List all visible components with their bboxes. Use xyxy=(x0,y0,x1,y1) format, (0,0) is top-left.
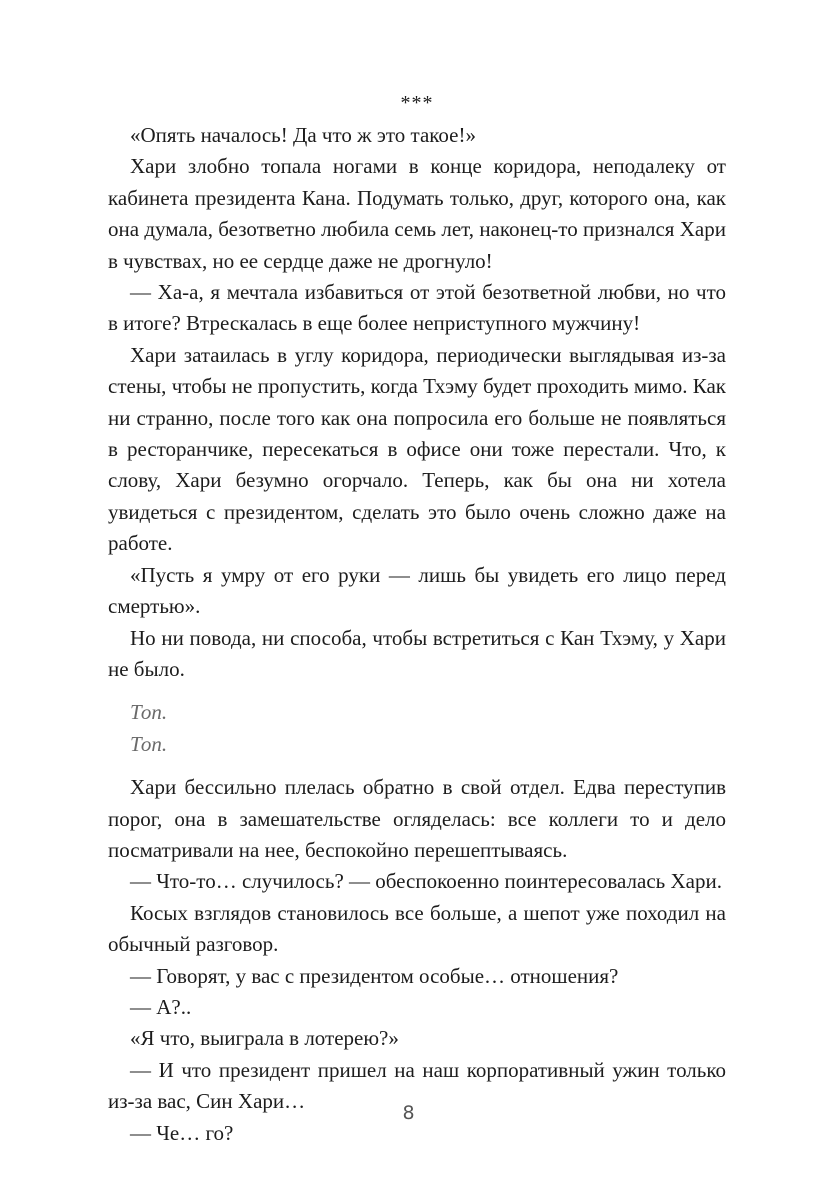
paragraph: «Пусть я умру от его руки — лишь бы увидеть его лицо перед смертью». xyxy=(108,562,726,619)
paragraph: Хари злобно топала ногами в конце коридора, неподалеку от кабинета президента Кана. Подумать только, друг, которого она, как она думала, безответно любила семь лет, наконец-то признался Хари в чувствах, но ее сердце даже не дрогнуло! xyxy=(108,154,726,273)
paragraph: — А?.. xyxy=(130,994,192,1019)
page-number: 8 xyxy=(402,1102,415,1124)
sound-effect-line: Топ. xyxy=(130,700,168,725)
paragraph: — Что-то… случилось? — обеспокоенно поинтересовалась Хари. xyxy=(130,869,722,894)
paragraph: — Че… го? xyxy=(130,1120,234,1145)
paragraph: — Говорят, у вас с президентом особые… отношения? xyxy=(130,963,619,988)
paragraph: Но ни повода, ни способа, чтобы встретиться с Кан Тхэму, у Хари не было. xyxy=(108,625,726,681)
paragraph: — Ха-а, я мечтала избавиться от этой безответной любви, но что в итоге? Втрескалась в еще более неприступного мужчину! xyxy=(108,280,726,336)
paragraph: Хари затаилась в углу коридора, периодически выглядывая из-за стены, чтобы не пропустить, когда Тхэму будет проходить мимо. Как ни странно, после того как она попросила его больше не появляться в ресторанчике, пересекаться в офисе они тоже перестали. Что, к слову, Хари безумно огорчало. Теперь, как бы она ни хотела увидеться с президентом, сделать это было очень сложно даже на работе. xyxy=(108,342,726,556)
paragraph: Косых взглядов становилось все больше, а шепот уже походил на обычный разговор. xyxy=(108,900,726,957)
sound-effect-line: Топ. xyxy=(130,731,168,756)
page-text xyxy=(108,86,726,1149)
scene-separator: *** xyxy=(400,92,434,114)
paragraph: — И что президент пришел на наш корпоративный ужин только из-за вас, Син Хари… xyxy=(108,1057,726,1114)
paragraph: «Опять началось! Да что ж это такое!» xyxy=(130,123,476,147)
paragraph: Хари бессильно плелась обратно в свой отдел. Едва переступив порог, она в замешательстве огляделась: все коллеги то и дело посматривали на нее, беспокойно перешептываясь. xyxy=(108,775,726,862)
paragraph: «Я что, выиграла в лотерею?» xyxy=(130,1026,399,1051)
